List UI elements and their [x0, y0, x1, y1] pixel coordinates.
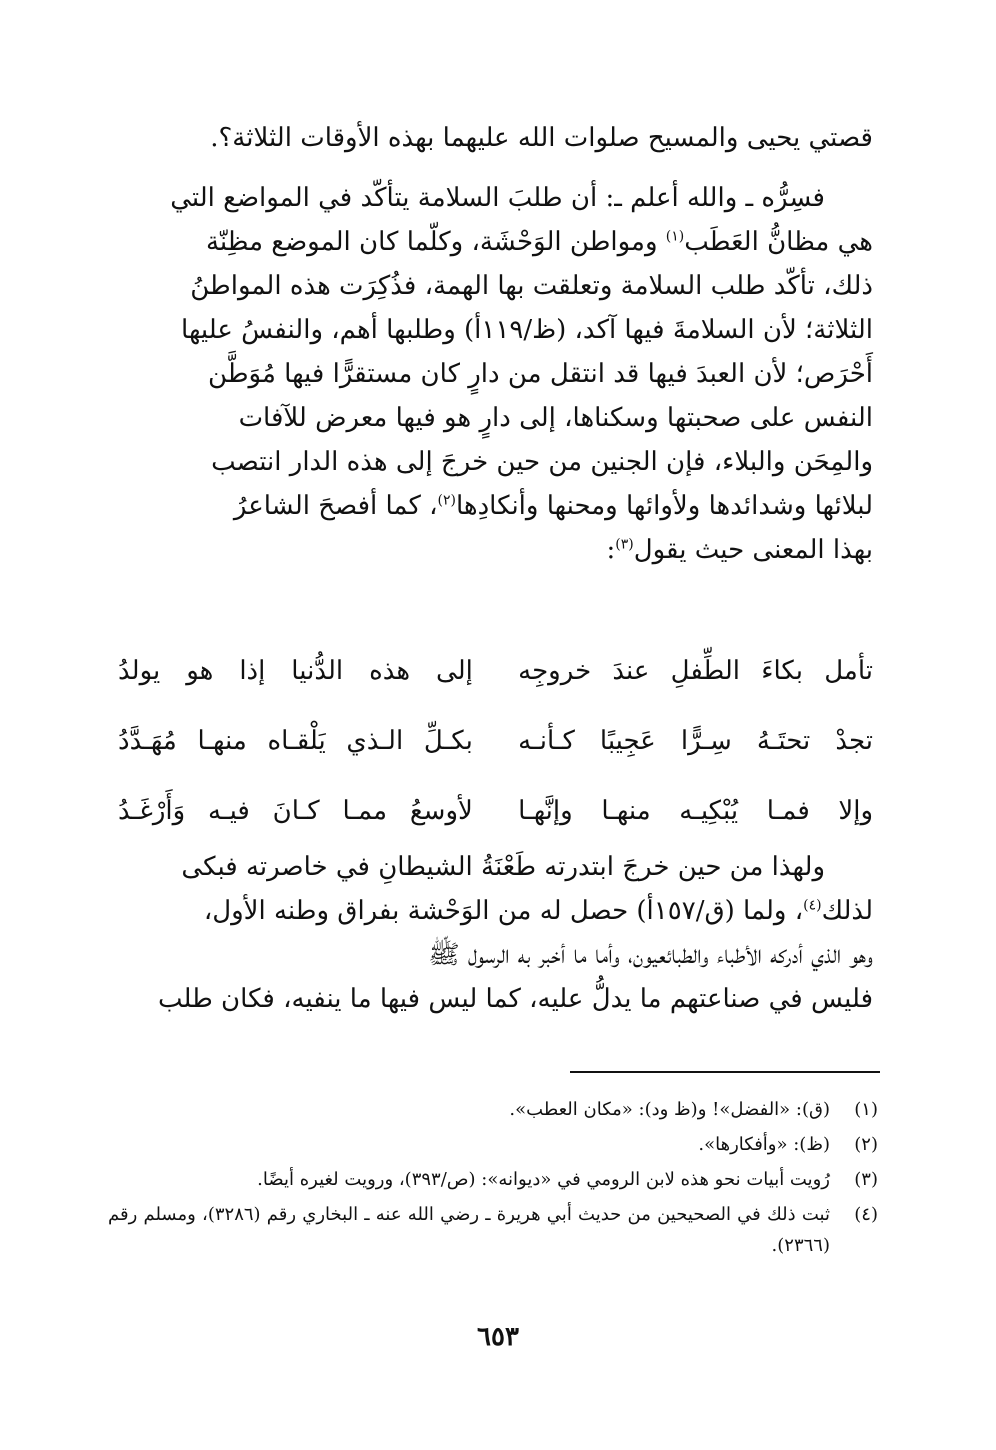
text-line: ذلك، تأكّد طلب السلامة وتعلقت بها الهمة، فذُكِرَت هذه المواطنُ	[190, 271, 873, 301]
footnote-marker: (١)	[665, 228, 685, 245]
paragraph-continuation	[118, 116, 873, 160]
text-line: لبلائها وشدائدها ولأوائها ومحنها وأنكادِها$^{(٢)}$، كما أفصحَ الشاعرُ	[233, 491, 873, 521]
footnote-number: (١)	[854, 1099, 878, 1120]
verse-first-hemistich: وإلا فمـا يُبْكِيـه منهـا وإنَّهـا	[518, 796, 873, 826]
poem-verse	[118, 706, 873, 776]
paragraph-explanation	[118, 176, 873, 572]
text-line: أَحْرَص؛ لأن العبدَ فيها قد انتقل من دارٍ كان مستقرًّا فيها مُوَطَّن	[208, 359, 873, 389]
verse-second-hemistich: لأوسعُ ممـا كـانَ فيـه وَأَرْغَـدُ	[118, 796, 473, 826]
footnote-text: (ظ): «وأفكارها».	[698, 1134, 830, 1155]
text-line: لذلك$^{(٤)}$، ولما (ق/١٥٧أ) حصل له من الوَحْشة بفراق وطنه الأول،	[203, 896, 873, 926]
footnote	[108, 1164, 878, 1195]
footnote-separator	[570, 1071, 880, 1073]
poem-verse	[118, 776, 873, 846]
footnote-marker: (٢)	[437, 492, 456, 509]
text-line: والمِحَن والبلاء، فإن الجنين من حين خرجَ إلى هذه الدار انتصب	[211, 447, 873, 477]
footnote-number: (٢)	[854, 1134, 878, 1155]
poem-verse	[118, 636, 873, 706]
text-line: هي مظانُّ العَطَب$^{(١)}$ ومواطن الوَحْشَة، وكلّما كان الموضع مظِنّة	[205, 227, 873, 257]
verse-second-hemistich: بكـلِّ الـذي يَلْقـاه منهـا مُهَـدَّدُ	[118, 726, 473, 756]
footnote	[108, 1094, 878, 1125]
footnote	[108, 1199, 878, 1261]
footnote-number: (٣)	[854, 1169, 878, 1190]
footnote-number: (٤)	[854, 1204, 878, 1225]
verse-first-hemistich: تجدْ تحتَـهُ سِـرًّا عَجِيبًا كـأنـه	[518, 726, 873, 756]
text-line: فسِرُّه ـ والله أعلم ـ: أن طلبَ السلامة يتأكّد في المواضع التي	[170, 183, 825, 213]
text-line: بهذا المعنى حيث يقول$^{(٣)}$:	[606, 535, 873, 565]
poem	[118, 636, 873, 846]
text-line: وهو الذي أدركه الأطباء والطبائعيون، وأما ما أخبر به الرسول ﷺ	[428, 940, 873, 970]
text-line: فليس في صناعتهم ما يدلُّ عليه، كما ليس فيها ما ينفيه، فكان طلب	[157, 984, 873, 1014]
text-line: ولهذا من حين خرجَ ابتدرته طَعْنَةُ الشيطانِ في خاصرته فبكى	[181, 852, 825, 882]
text-line: الثلاثة؛ لأن السلامةَ فيها آكد، (ظ/١١٩أ) وطلبها أهم، والنفسُ عليها	[181, 315, 873, 345]
footnotes	[108, 1094, 878, 1265]
text-line: قصتي يحيى والمسيح صلوات الله عليهما بهذه الأوقات الثلاثة؟.	[210, 123, 873, 153]
footnote-text: ثبت ذلك في الصحيحين من حديث أبي هريرة ـ رضي الله عنه ـ البخاري رقم (٣٢٨٦)، ومسلم رقم (٢٣٦٦).	[108, 1204, 830, 1256]
footnote-text: (ق): «الفضل»! و(ظ ود): «مكان العطب».	[509, 1099, 830, 1120]
verse-second-hemistich: إلى هذه الدُّنيا إذا هو يولدُ	[118, 656, 473, 686]
paragraph-birth	[118, 845, 873, 1021]
text-line: النفس على صحبتها وسكناها، إلى دارٍ هو فيها معرض للآفات	[238, 403, 873, 433]
footnote-text: رُويت أبيات نحو هذه لابن الرومي في «ديوانه»: (ص/٣٩٣)، ورويت لغيره أيضًا.	[257, 1169, 830, 1190]
page-number: ٦٥٣	[477, 1322, 519, 1352]
footnote-marker: (٣)	[615, 536, 634, 553]
verse-first-hemistich: تأمل بكاءَ الطِّفلِ عندَ خروجِه	[518, 656, 873, 686]
footnote-marker: (٤)	[803, 897, 822, 914]
footnote	[108, 1129, 878, 1160]
